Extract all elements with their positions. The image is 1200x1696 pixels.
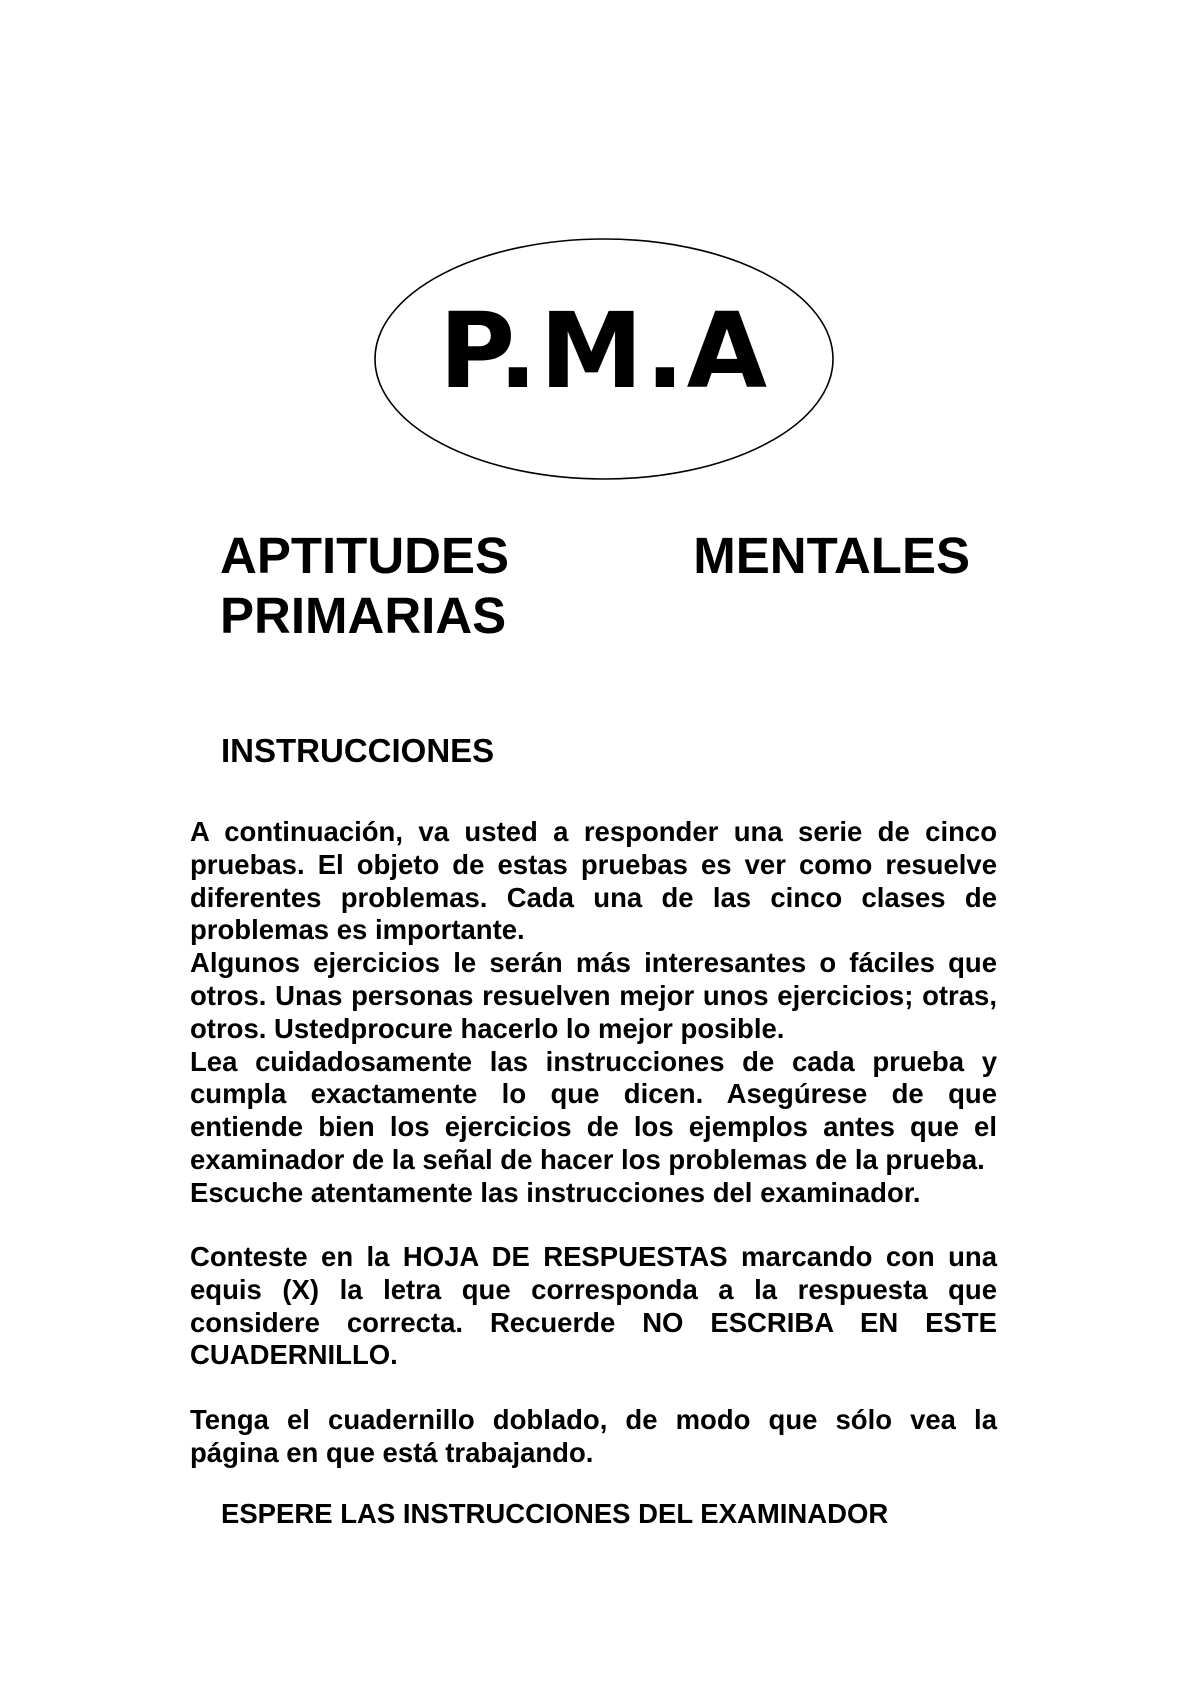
instructions-block-answers bbox=[190, 1241, 997, 1372]
instructions-heading: INSTRUCCIONES bbox=[221, 732, 495, 769]
instructions-paragraph-5: Conteste en la HOJA DE RESPUESTAS marcando con una equis (X) la letra que corresponda a la respuesta que considere correcta. Recuerde NO ESCRIBA EN ESTE CUADERNILLO. bbox=[190, 1241, 997, 1371]
instructions-block-intro bbox=[190, 816, 997, 1210]
title-word-mentales: MENTALES bbox=[693, 527, 970, 584]
instructions-paragraph-6: Tenga el cuadernillo doblado, de modo que sólo vea la página en que está trabajando. bbox=[190, 1404, 997, 1468]
title-word-primarias: PRIMARIAS bbox=[220, 587, 507, 644]
wait-for-examiner-note: ESPERE LAS INSTRUCCIONES DEL EXAMINADOR bbox=[221, 1498, 889, 1529]
logo-title: P.M.A bbox=[438, 290, 770, 412]
instructions-paragraph-3: Lea cuidadosamente las instrucciones de cada prueba y cumpla exactamente lo que dicen. Asegúrese de que entiende bien los ejercicios de los ejemplos antes que el examinador de la señal de hacer los problemas de la prueba. bbox=[190, 1045, 997, 1175]
instructions-paragraph-2: Algunos ejercicios le serán más interesantes o fáciles que otros. Unas personas resuelven mejor unos ejercicios; otras, otros. Ustedprocure hacerlo lo mejor posible. bbox=[190, 947, 997, 1044]
title-word-aptitudes: APTITUDES bbox=[220, 527, 510, 584]
instructions-block-booklet bbox=[190, 1404, 997, 1470]
instructions-paragraph-1: A continuación, va usted a responder una serie de cinco pruebas. El objeto de estas pruebas es ver como resuelve diferentes problemas. Cada una de las cinco clases de problemas es importante. bbox=[190, 816, 997, 946]
test-title bbox=[220, 526, 970, 646]
instructions-paragraph-4: Escuche atentamente las instrucciones del examinador. bbox=[190, 1176, 921, 1208]
